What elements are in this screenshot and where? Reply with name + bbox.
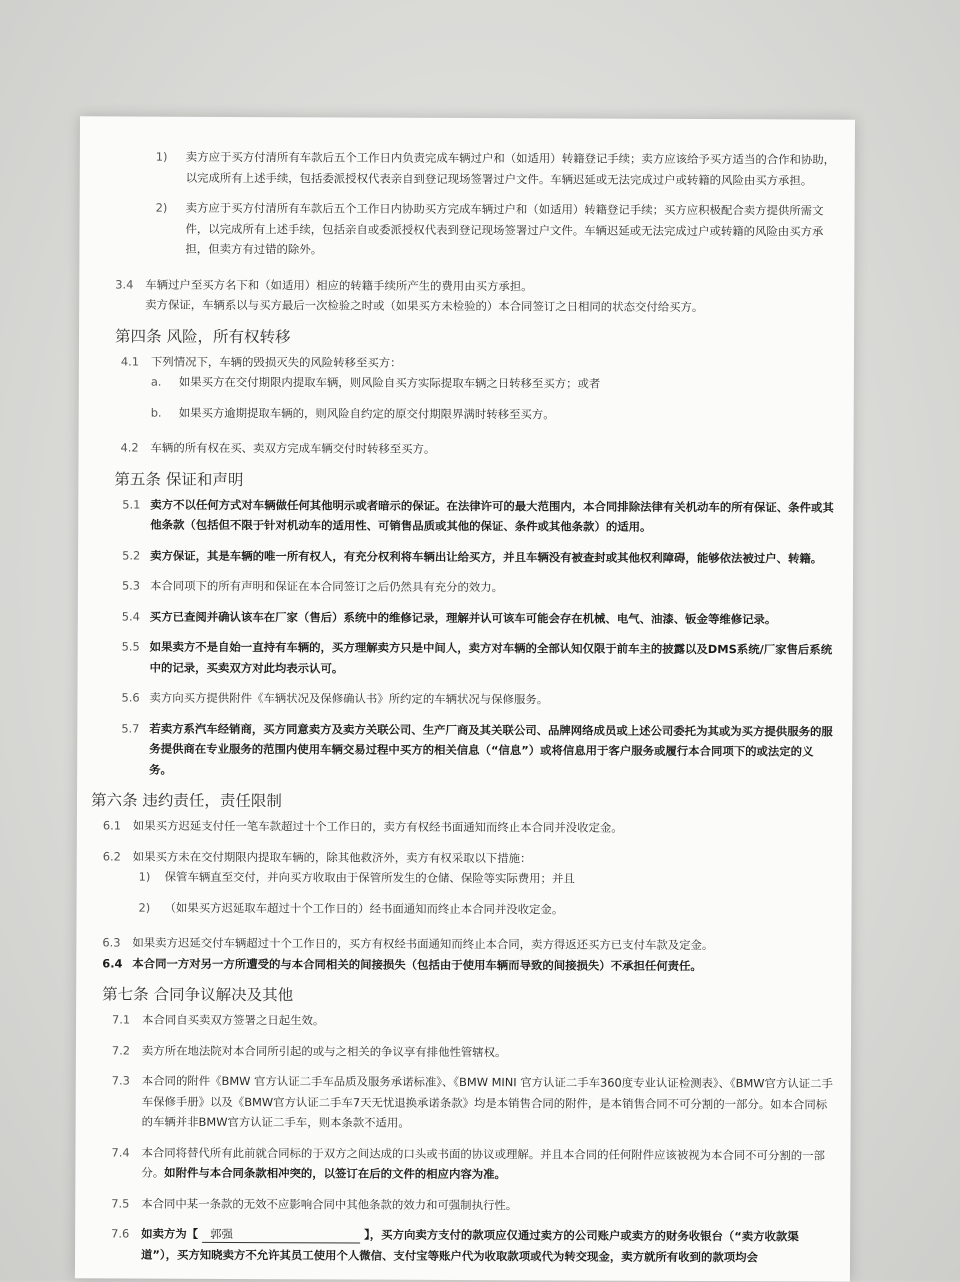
clause-4-1-b xyxy=(115,402,837,426)
clause-text: 卖方不以任何方式对车辆做任何其他明示或者暗示的保证。在法律许可的最大范围内，本合同排除法律有关机动车的所有保证、条件或其他条款（包括但不限于针对机动车的适用性、可销售品质或其他的保证、条件或其他条款）的适用。 xyxy=(150,497,834,534)
clause-text: 买方已查阅并确认该车在厂家（售后）系统中的维修记录，理解并认可该车可能会存在机械、电气、油漆、钣金等维修记录。 xyxy=(149,609,777,626)
clause-number: 5.1 xyxy=(122,496,141,512)
clause-number: 5.2 xyxy=(122,547,141,563)
clause-text: 卖方应于买方付清所有车款后五个工作日内负责完成车辆过户和（如适用）转籍登记手续；卖方应该给予买方适当的合作和协助，以完成所有上述手续，包括委派授权代表亲自到登记现场签署过户文件。车辆迟延或无法完成过户或转籍的风险由买方承担。 xyxy=(185,149,836,188)
clause-text: 如果买方逾期提取车辆的，则风险自约定的原交付期限界满时转移至买方。 xyxy=(178,405,555,421)
clause-number: 7.5 xyxy=(111,1195,130,1211)
clause-number: 5.3 xyxy=(121,578,141,593)
clause-6-1 xyxy=(103,815,835,839)
clause-text: 本合同项下的所有声明和保证在本合同签订之后仍然具有充分的效力。 xyxy=(149,578,504,595)
clause-number: 7.4 xyxy=(111,1144,130,1160)
clause-text: 如果买方未在交付期限内提取车辆的，除其他救济外，卖方有权采取以下措施： xyxy=(132,849,532,865)
clause-text: 车辆的所有权在买、卖双方完成车辆交付时转移至买方。 xyxy=(150,440,436,456)
clause-text: 本合同将替代所有此前就合同标的于双方之间达成的口头或书面的协议或理解。并且本合同的任何附件应该被视为本合同不可分割的一部分。 xyxy=(141,1145,825,1180)
clause-text: 本合同自买卖双方签署之日起生效。 xyxy=(142,1012,325,1028)
clause-7-2 xyxy=(112,1040,834,1064)
clause-text: 】，买方向卖方支付的款项应仅通过卖方的公司账户或卖方的财务收银台（“卖方收款渠道”），买方知晓卖方不允许其员工使用个人微信、支付宝等账户代为收取款项或代为转交现金，卖方就所有收到的款项均会 xyxy=(141,1227,799,1264)
clause-number: b. xyxy=(150,405,162,420)
clause-body xyxy=(141,1142,833,1186)
clause-number: 2) xyxy=(138,900,151,915)
clause-number: 3.4 xyxy=(115,276,134,292)
clause-3-3-1 xyxy=(116,146,838,190)
clause-text: 本合同的附件《BMW 官方认证二手车品质及服务承诺标准》、《BMW MINI 官方认证二手车360度专业认证检测表》、《BMW官方认证二手车保修手册》以及《BMW官方认证二手车7天无忧退换承诺条款》均是本销售合同的附件，是本销售合同不可分割的一部分。如本合同标的车辆并非BMW官方认证二手车，则本条款不适用。 xyxy=(141,1073,833,1130)
clause-text: 如果买方迟延支付任一笔车款超过十个工作日的，卖方有权经书面通知而终止本合同并没收定金。 xyxy=(132,818,623,835)
clause-number: 6.4 xyxy=(102,955,123,971)
clause-6-2-2 xyxy=(113,897,835,921)
clause-number: 6.1 xyxy=(102,818,122,833)
clause-6-2-1 xyxy=(113,866,835,890)
clause-text: 卖方向买方提供附件《车辆状况及保修确认书》所约定的车辆状况与保修服务。 xyxy=(149,690,549,707)
clause-3-3-2 xyxy=(115,197,837,262)
clause-text: 卖方所在地法院对本合同所引起的或与之相关的争议享有排他性管辖权。 xyxy=(141,1043,507,1059)
clause-number: 5.4 xyxy=(121,608,140,624)
clause-number: 5.6 xyxy=(121,690,140,705)
section-6-heading: 第六条 违约责任，责任限制 xyxy=(90,791,282,811)
clause-number: 5.7 xyxy=(121,720,140,736)
clause-number: 7.2 xyxy=(111,1042,131,1058)
clause-7-1 xyxy=(112,1009,834,1033)
clause-number: 6.3 xyxy=(102,935,121,950)
clause-text: 若卖方系汽车经销商，买方同意卖方及卖方关联公司、生产厂商及其关联公司、品牌网络成员或上述公司委托为其或为买方提供服务的服务提供商在专业服务的范围内使用车辆交易过程中买方的相关信息（“信息”）或将信息用于客户服务或履行本合同项下的或法定的义务。 xyxy=(149,721,833,777)
clause-5-1 xyxy=(114,494,836,538)
contract-page xyxy=(75,116,855,1281)
section-5-heading: 第五条 保证和声明 xyxy=(114,469,244,489)
clause-7-5 xyxy=(111,1193,833,1217)
clause-5-5 xyxy=(114,636,836,680)
clause-number: 5.5 xyxy=(121,639,140,654)
clause-text-emphasis: 如附件与本合同条款相冲突的，以签订在后的文件的相应内容为准。 xyxy=(164,1165,506,1182)
clause-number: 1) xyxy=(155,149,168,164)
clause-text: 如果卖方不是自始一直持有车辆的，买方理解卖方只是中间人，卖方对车辆的全部认知仅限于前车主的披露以及DMS系统/厂家售后系统中的记录，买卖双方对此均表示认可。 xyxy=(149,639,833,675)
clause-5-2 xyxy=(114,545,836,569)
clause-text: 卖方应于买方付清所有车款后五个工作日内协助买方完成车辆过户和（如适用）转籍登记手续；买方应积极配合卖方提供所需文件，以完成所有上述手续，包括亲自或委派授权代表到登记现场签署过户文件。车辆迟延或无法完成过户或转籍的风险由买方承担，但卖方有过错的除外。 xyxy=(185,200,824,257)
clause-body xyxy=(145,274,837,318)
contract-body xyxy=(90,146,838,1267)
clause-3-4 xyxy=(115,274,837,318)
clause-text: 卖方保证，其是车辆的唯一所有权人，有充分权利将车辆出让给买方，并且车辆没有被查封或其他权利障碍，能够依法被过户、转籍。 xyxy=(150,548,823,566)
section-4-heading: 第四条 风险，所有权转移 xyxy=(115,326,291,346)
clause-number: 7.1 xyxy=(112,1012,131,1027)
clause-text: 卖方保证，车辆系以与买方最后一次检验之时或（如果买方未检验的）本合同签订之日相同的状态交付给买方。 xyxy=(145,297,704,315)
clause-5-3 xyxy=(114,575,836,599)
clause-4-1-a xyxy=(115,371,837,395)
clause-number: 7.3 xyxy=(111,1073,130,1088)
clause-number: 2) xyxy=(155,200,168,215)
clause-5-6 xyxy=(113,687,835,711)
clause-number: a. xyxy=(150,374,162,389)
clause-text: 下列情况下，车辆的毁损灭失的风险转移至买方： xyxy=(150,354,402,370)
clause-7-3 xyxy=(112,1070,834,1135)
clause-7-6 xyxy=(111,1223,833,1267)
clause-text: 保管车辆直至交付，并向买方收取由于保管所发生的仓储、保险等实际费用；并且 xyxy=(164,869,575,886)
clause-4-2 xyxy=(115,437,837,461)
clause-number: 6.2 xyxy=(102,848,121,863)
clause-5-4 xyxy=(114,606,836,630)
clause-7-4 xyxy=(111,1142,833,1186)
clause-text: 本合同中某一条款的无效不应影响合同中其他条款的效力和可强制执行性。 xyxy=(141,1196,518,1212)
clause-text: 如卖方为【 xyxy=(141,1226,199,1241)
clause-text: 本合同一方对另一方所遭受的与本合同相关的间接损失（包括由于使用车辆而导致的间接损失）不承担任何责任。 xyxy=(132,956,702,973)
clause-text: 如果买方在交付期限内提取车辆，则风险自买方实际提取车辆之日转移至买方；或者 xyxy=(178,374,601,391)
clause-text: 车辆过户至买方名下和（如适用）相应的转籍手续所产生的费用由买方承担。 xyxy=(145,277,533,293)
clause-text: （如果买方迟延取车超过十个工作日的）经书面通知而终止本合同并没收定金。 xyxy=(164,900,564,916)
clause-number: 1) xyxy=(138,869,151,884)
seller-name-field: 郭强 xyxy=(202,1226,360,1244)
clause-number: 7.6 xyxy=(111,1226,130,1241)
section-7-heading: 第七条 合同争议解决及其他 xyxy=(102,985,294,1005)
clause-6-4 xyxy=(102,953,834,977)
clause-number: 4.1 xyxy=(120,353,140,369)
clause-number: 4.2 xyxy=(120,440,139,455)
clause-5-7 xyxy=(113,718,835,783)
clause-body xyxy=(141,1224,833,1268)
clause-text: 如果卖方迟延交付车辆超过十个工作日的，买方有权经书面通知而终止本合同，卖方得返还买方已支付车款及定金。 xyxy=(132,935,714,953)
